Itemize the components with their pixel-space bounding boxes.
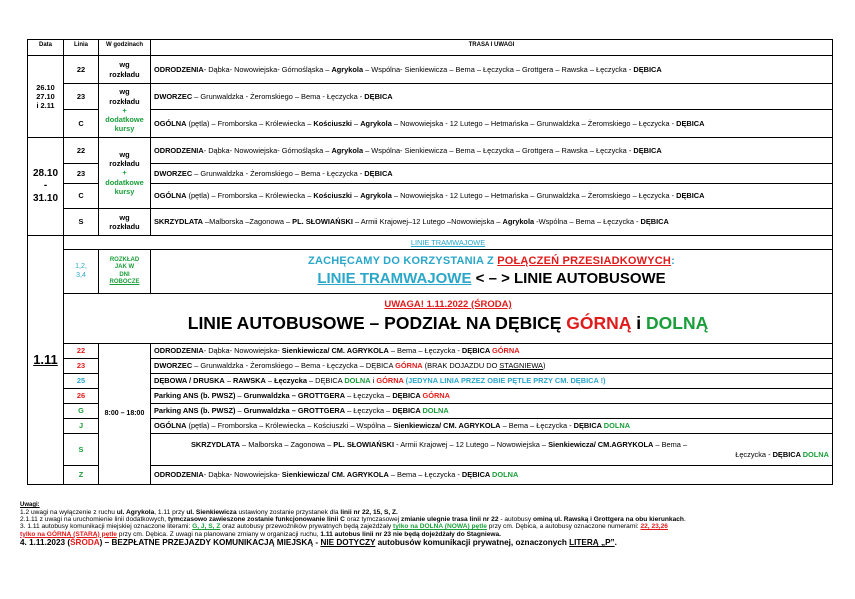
route-text: ODRODZENIA- Dąbka- Nowowiejska- Sienkiewicza/ CM. AGRYKOLA – Bema – Łęczycka - DĘBICA DOLNA bbox=[151, 466, 833, 485]
line-number: 22 bbox=[64, 138, 99, 164]
line-number: G bbox=[64, 404, 99, 419]
line-number: Z bbox=[64, 466, 99, 485]
tram-schedule-type: ROZKŁAD JAK W DNI ROBOCZE bbox=[99, 250, 151, 294]
table-row bbox=[28, 209, 833, 236]
schedule-type: wg rozkładu bbox=[99, 56, 151, 84]
date-1-11: 1.11 bbox=[28, 236, 64, 485]
tram-line-numbers: 1,2, 3,4 bbox=[64, 250, 99, 294]
route-text: DWORZEC – Grunwaldzka - Żeromskiego – Bema - Łęczycka - DĘBICA bbox=[151, 164, 833, 184]
line-number: C bbox=[64, 184, 99, 209]
schedule-page bbox=[27, 39, 833, 485]
line-number: S bbox=[64, 434, 99, 466]
route-text: SKRZYDLATA –Malborska –Zagonowa – PL. SŁOWIAŃSKI – Armii Krajowej–12 Lutego –Nowowiejska – Agrykola -Wspólna – Bema – Łęczycka - DĘBICA bbox=[151, 209, 833, 236]
note-1: 1.2 uwagi na wyłączenie z ruchu ul. Agrykola, 1.11 przy ul. Sienkiewicza ustawiony zostanie przystanek dla linii nr 22, 15, S, Z. bbox=[20, 508, 398, 516]
table-row bbox=[28, 250, 833, 294]
note-3: 3. 1.11 autobusy komunikacji miejskiej oznaczone literami: G, J, S, Z oraz autobusy przewoźników prywatnych będą zajeżdżały tylko na DOLNA (NOWA) pętle przy cm. Dębica, a autobusy oznaczone numerami: 22, 23,26 tylko na GÓRNĄ (STARĄ) pętle przy cm. Dębica. Z uwagi na planowane zmiany w organizacji ruchu, 1.11 autobus linii nr 23 nie będą dojeżdżały do Stagniewa. bbox=[20, 523, 668, 538]
tram-lines-header: LINIE TRAMWAJOWE bbox=[64, 236, 833, 250]
schedule-table bbox=[27, 39, 833, 485]
schedule-type: wg rozkładu + dodatkowe kursy bbox=[99, 84, 151, 138]
header-linia: Linia bbox=[64, 40, 99, 56]
header-trasa: TRASA I UWAGI bbox=[151, 40, 833, 56]
line-number: 26 bbox=[64, 389, 99, 404]
notes-title: Uwagi: bbox=[20, 502, 40, 508]
line-number: C bbox=[64, 110, 99, 138]
table-row bbox=[28, 56, 833, 84]
schedule-type: wg rozkładu bbox=[99, 209, 151, 236]
hours: 8:00 – 18:00 bbox=[99, 344, 151, 485]
line-number: 22 bbox=[64, 344, 99, 359]
line-number: 23 bbox=[64, 164, 99, 184]
dates-block1: 26.10 27.10 i 2.11 bbox=[28, 56, 64, 138]
route-text: SKRZYDLATA – Malborska – Zagonowa – PL. SŁOWIAŃSKI - Armii Krajowej – 12 Lutego – Nowowiejska – Sienkiewicza/ CM.AGRYKOLA – Bema – Łęczycka - DĘBICA DOLNA bbox=[151, 434, 833, 466]
table-row bbox=[28, 344, 833, 359]
table-row bbox=[28, 84, 833, 110]
transfer-promo: ZACHĘCAMY DO KORZYSTANIA Z POŁĄCZEŃ PRZESIADKOWYCH: LINIE TRAMWAJOWE < – > LINIE AUTOBUSOWE bbox=[151, 250, 833, 294]
dates-block2: 28.10 - 31.10 bbox=[28, 138, 64, 236]
route-text: Parking ANS (b. PWSZ) – Grunwaldzka – GROTTGERA – Łęczycka – DĘBICA GÓRNA bbox=[151, 389, 833, 404]
line-number: 25 bbox=[64, 374, 99, 389]
note-2: 2.1.11 z uwagi na uruchomienie linii dodatkowych, tymczasowo zawieszone zostanie funkcjonowanie linii C oraz tymczasowej zmianie ulegnie trasa linii nr 22 - autobusy ominą ul. Rawską i Grottgera na obu kierunkach. bbox=[20, 516, 686, 524]
route-text: DĘBOWA / DRUSKA – RAWSKA – Łęczycka – DĘBICA DOLNA i GÓRNA (JEDYNA LINIA PRZEZ OBIE PĘTLE PRZY CM. DĘBICA !) bbox=[151, 374, 833, 389]
route-text: DWORZEC – Grunwaldzka - Żeromskiego – Bema - Łęczycka – DĘBICA GÓRNA (BRAK DOJAZDU DO STAGNIEWA) bbox=[151, 359, 833, 374]
route-text: ODRODZENIA- Dąbka- Nowowiejska- Górnośląska – Agrykola – Wspólna- Sienkiewicza – Bema – Łęczycka – Grottgera – Rawska – Łęczycka - DĘBICA bbox=[151, 56, 833, 84]
route-text: OGÓLNA (pętla) – Fromborska – Królewiecka – Kościuszki – Agrykola – Nowowiejska - 12 Lutego – Hetmańska – Grunwaldzka – Żeromskiego – Łęczycka - DĘBICA bbox=[151, 184, 833, 209]
route-text: ODRODZENIA- Dąbka- Nowowiejska- Górnośląska – Agrykola – Wspólna- Sienkiewicza – Bema – Łęczycka – Grottgera – Rawska – Łęczycka - DĘBICA bbox=[151, 138, 833, 164]
table-row bbox=[28, 138, 833, 164]
split-announcement: UWAGA! 1.11.2022 (ŚRODA) LINIE AUTOBUSOWE – PODZIAŁ NA DĘBICĘ GÓRNĄ i DOLNĄ bbox=[64, 294, 833, 344]
route-text: ODRODZENIA- Dąbka- Nowowiejska- Sienkiewicza/ CM. AGRYKOLA – Bema – Łęczycka - DĘBICA GÓRNA bbox=[151, 344, 833, 359]
header-godz: W godzinach bbox=[99, 40, 151, 56]
line-number: 23 bbox=[64, 84, 99, 110]
note-4: 4. 1.11.2023 (ŚRODA) – BEZPŁATNE PRZEJAZDY KOMUNIKACJĄ MIEJSKĄ - NIE DOTYCZY autobusów komunikacji prywatnej, oznaczonych LITERĄ „P”. bbox=[20, 538, 617, 548]
header-row bbox=[28, 40, 833, 56]
table-row bbox=[28, 236, 833, 250]
route-text: DWORZEC – Grunwaldzka - Żeromskiego – Bema - Łęczycka - DĘBICA bbox=[151, 84, 833, 110]
line-number: J bbox=[64, 419, 99, 434]
line-number: 23 bbox=[64, 359, 99, 374]
line-number: S bbox=[64, 209, 99, 236]
notes-section bbox=[20, 502, 840, 547]
table-row bbox=[28, 294, 833, 344]
route-text: OGÓLNA (pętla) – Fromborska – Królewiecka – Kościuszki – Wspólna – Sienkiewicza/ CM. AGRYKOLA – Bema – Łęczycka - DĘBICA DOLNA bbox=[151, 419, 833, 434]
route-text: OGÓLNA (pętla) – Fromborska – Królewiecka – Kościuszki – Agrykola – Nowowiejska - 12 Lutego – Hetmańska – Grunwaldzka – Żeromskiego – Łęczycka - DĘBICA bbox=[151, 110, 833, 138]
line-number: 22 bbox=[64, 56, 99, 84]
header-data: Data bbox=[28, 40, 64, 56]
route-text: Parking ANS (b. PWSZ) – Grunwaldzka – GROTTGERA – Łęczycka – DĘBICA DOLNA bbox=[151, 404, 833, 419]
schedule-type: wg rozkładu + dodatkowe kursy bbox=[99, 138, 151, 209]
